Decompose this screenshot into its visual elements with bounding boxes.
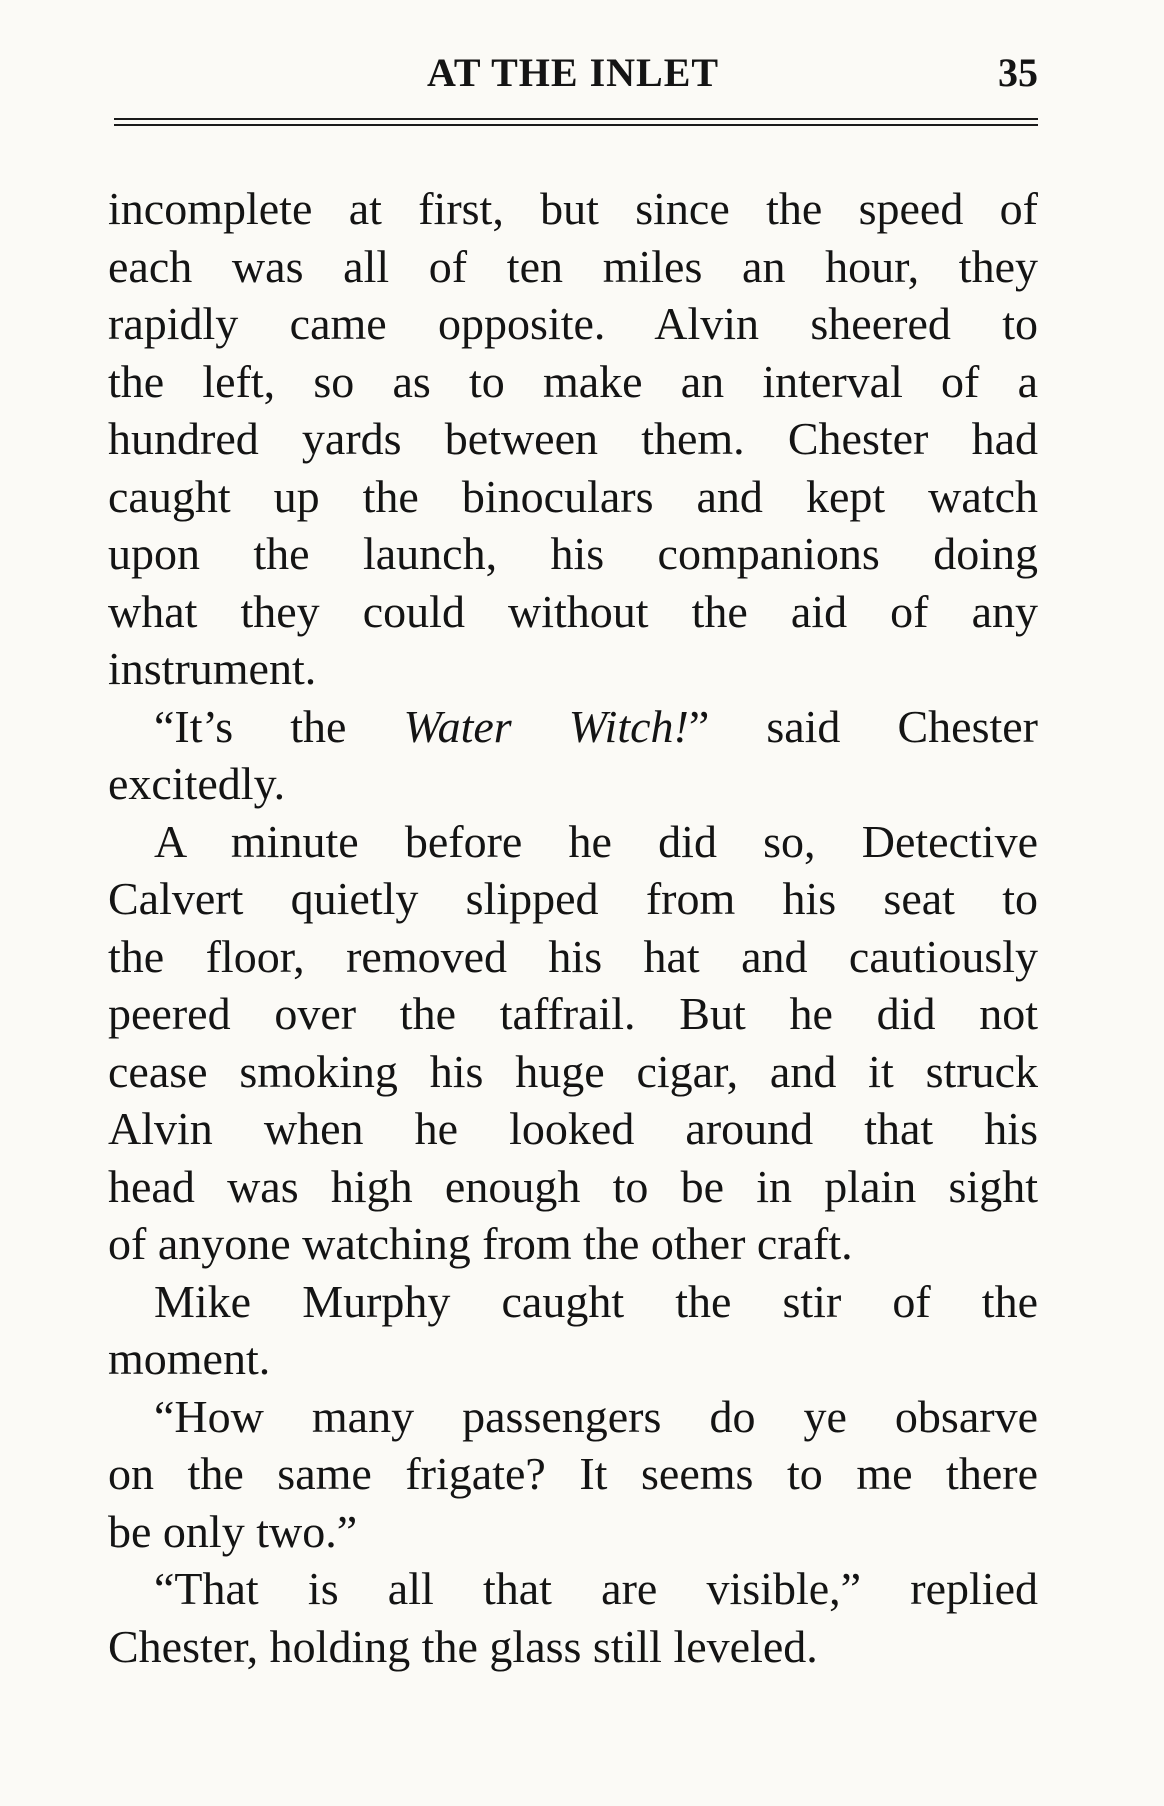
text-line: peered over the taffrail. But he did not (108, 988, 1038, 1039)
text-line: Chester, holding the glass still leveled. (108, 1620, 818, 1672)
page-header (108, 48, 1038, 98)
text-line: be only two.” (108, 1505, 358, 1557)
text-line: moment. (108, 1333, 271, 1384)
text-line: on the same frigate? It seems to me there (108, 1448, 1038, 1499)
text-line: the floor, removed his hat and cautiously (108, 930, 1038, 982)
text-line: what they could without the aid of any (108, 585, 1038, 637)
text-line: of anyone watching from the other craft. (108, 1218, 853, 1269)
page-number: 35 (998, 50, 1038, 95)
text-line: cease smoking his huge cigar, and it struck (108, 1045, 1038, 1097)
text-line: rapidly came opposite. Alvin sheered to (108, 298, 1038, 349)
quote-open-text: “It’s the (154, 700, 404, 752)
text-line: “That is all that are visible,” replied (154, 1563, 1038, 1614)
text-line: each was all of ten miles an hour, they (108, 240, 1038, 292)
quote-close-text: ” said Chester (688, 700, 1038, 752)
text-line: instrument. (108, 643, 317, 694)
text-line: the left, so as to make an interval of a (108, 355, 1038, 407)
text-line: excitedly. (108, 758, 286, 809)
text-line: upon the launch, his companions doing (108, 528, 1038, 579)
text-line: head was high enough to be in plain sight (108, 1160, 1038, 1212)
text-line: A minute before he did so, Detective (154, 815, 1038, 867)
text-line: Calvert quietly slipped from his seat to (108, 873, 1038, 924)
text-line: Alvin when he looked around that his (108, 1103, 1038, 1154)
header-rule-line-bottom (114, 124, 1038, 126)
header-rule-line-top (114, 118, 1038, 120)
text-line: hundred yards between them. Chester had (108, 413, 1038, 464)
text-line: caught up the binoculars and kept watch (108, 470, 1038, 522)
header-rule (114, 118, 1038, 126)
text-line: incomplete at first, but since the speed of (108, 183, 1038, 234)
book-page (108, 0, 1038, 1806)
text-line: Mike Murphy caught the stir of the (154, 1275, 1038, 1327)
running-head: AT THE INLET (426, 50, 720, 95)
text-line (108, 698, 1038, 756)
boat-name-italic: Water Witch! (403, 700, 689, 752)
text-line: “How many passengers do ye obsarve (154, 1390, 1038, 1442)
body-text (108, 180, 1038, 1675)
